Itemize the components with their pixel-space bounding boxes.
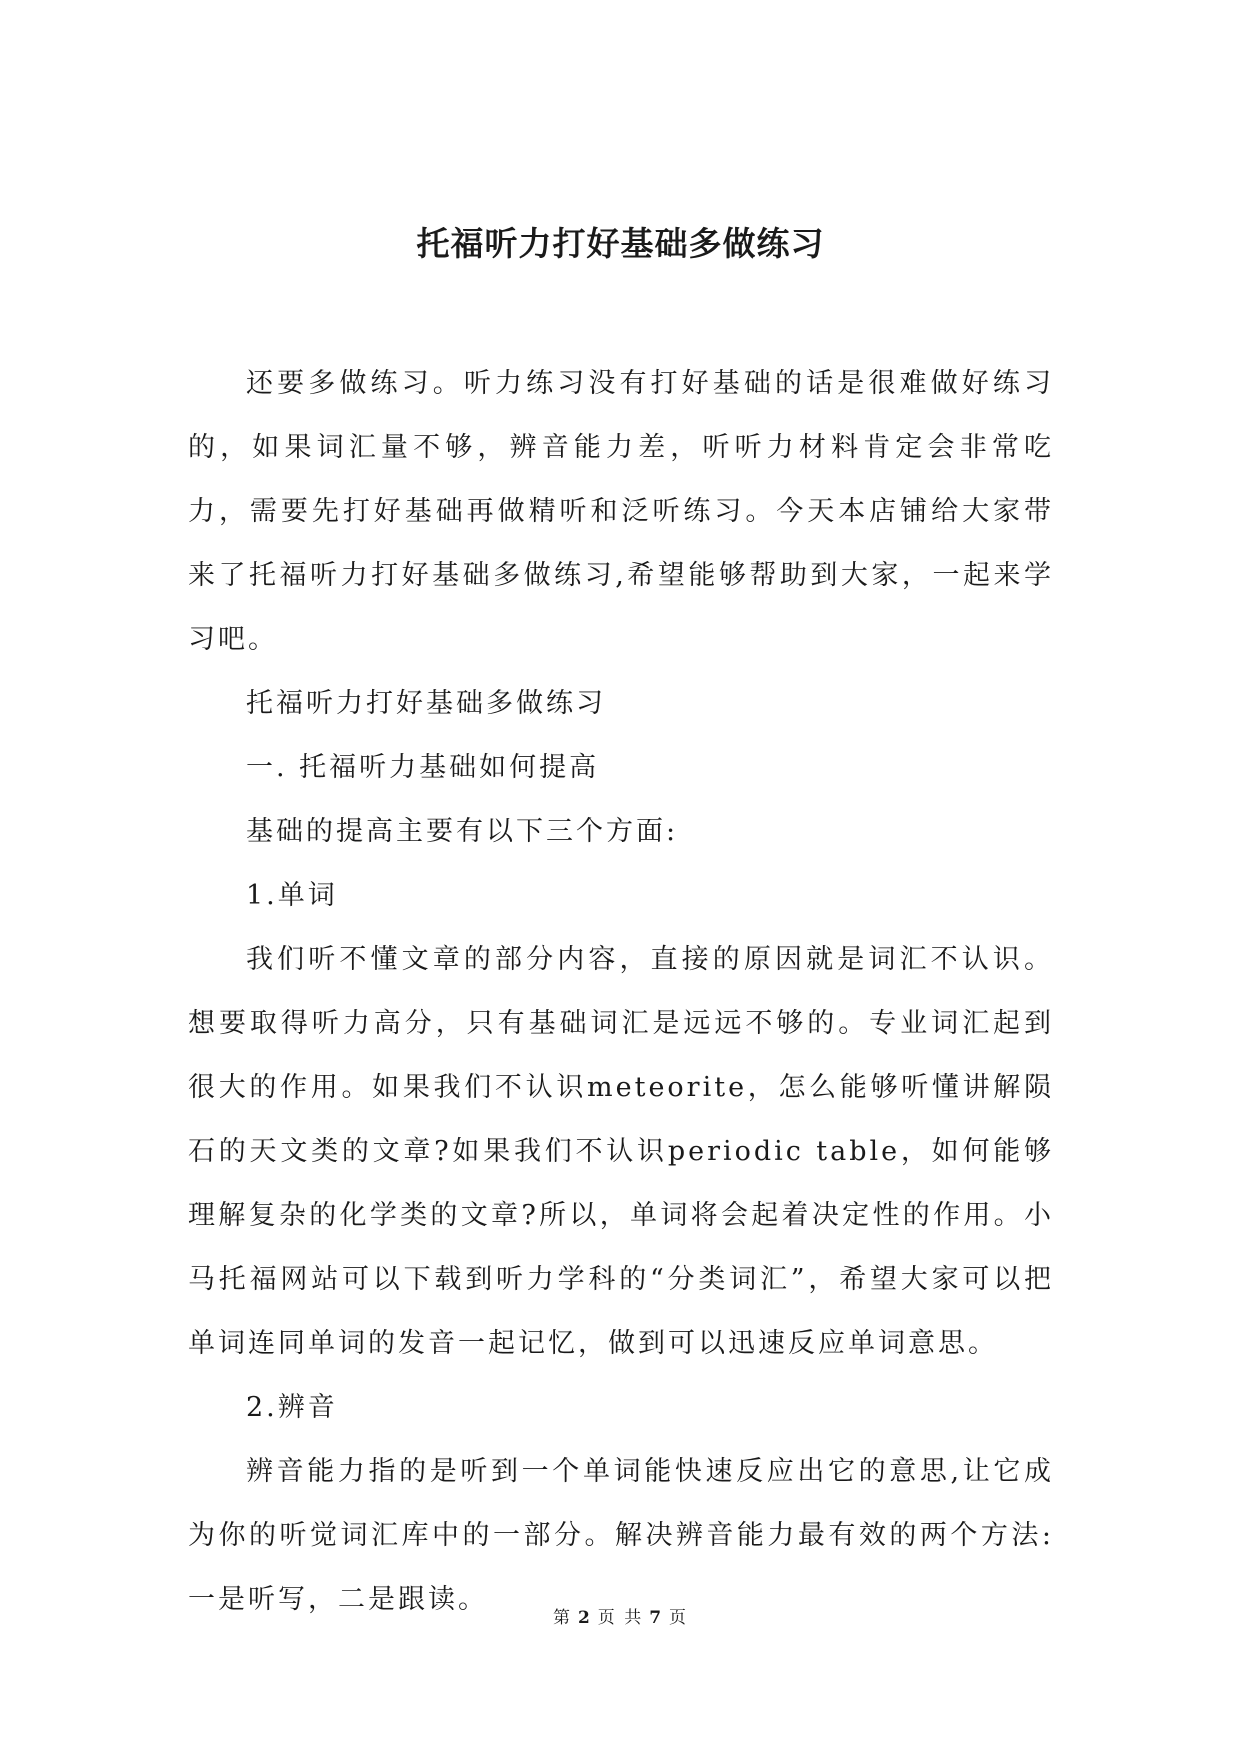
footer-suffix: 页 [669,1608,689,1628]
page-footer [0,1606,1241,1630]
footer-current-page: 2 [577,1608,592,1628]
footer-total-pages: 7 [649,1608,664,1628]
footer-prefix: 第 [552,1608,572,1628]
subheading-words: 1.单词 [246,880,338,911]
paragraph-intro: 还要多做练习。听力练习没有打好基础的话是很难做好练习的，如果词汇量不够，辨音能力差，听听力材料肯定会非常吃力，需要先打好基础再做精听和泛听练习。今天本店铺给大家带来了托福听力打好基础多做练习,希望能够帮助到大家，一起来学习吧。 [188,368,1054,655]
paragraph-subtitle: 托福听力打好基础多做练习 [246,688,606,719]
document-title: 托福听力打好基础多做练习 [416,224,825,263]
document-body [188,352,1054,1632]
paragraph-words: 我们听不懂文章的部分内容，直接的原因就是词汇不认识。想要取得听力高分，只有基础词汇是远远不够的。专业词汇起到很大的作用。如果我们不认识meteorite，怎么能够听懂讲解陨石的天文类的文章?如果我们不认识periodic table，如何能够理解复杂的化学类的文章?所以，单词将会起着决定性的作用。小马托福网站可以下载到听力学科的“分类词汇”，希望大家可以把单词连同单词的发音一起记忆，做到可以迅速反应单词意思。 [188,944,1054,1359]
footer-middle: 页 共 [597,1608,644,1628]
paragraph-sound: 辨音能力指的是听到一个单词能快速反应出它的意思,让它成为你的听觉词汇库中的一部分。解决辨音能力最有效的两个方法:一是听写，二是跟读。 [188,1456,1054,1615]
subheading-sound: 2.辨音 [246,1392,338,1423]
paragraph-aspects: 基础的提高主要有以下三个方面: [246,816,679,847]
section-heading-1: 一. 托福听力基础如何提高 [246,752,600,783]
